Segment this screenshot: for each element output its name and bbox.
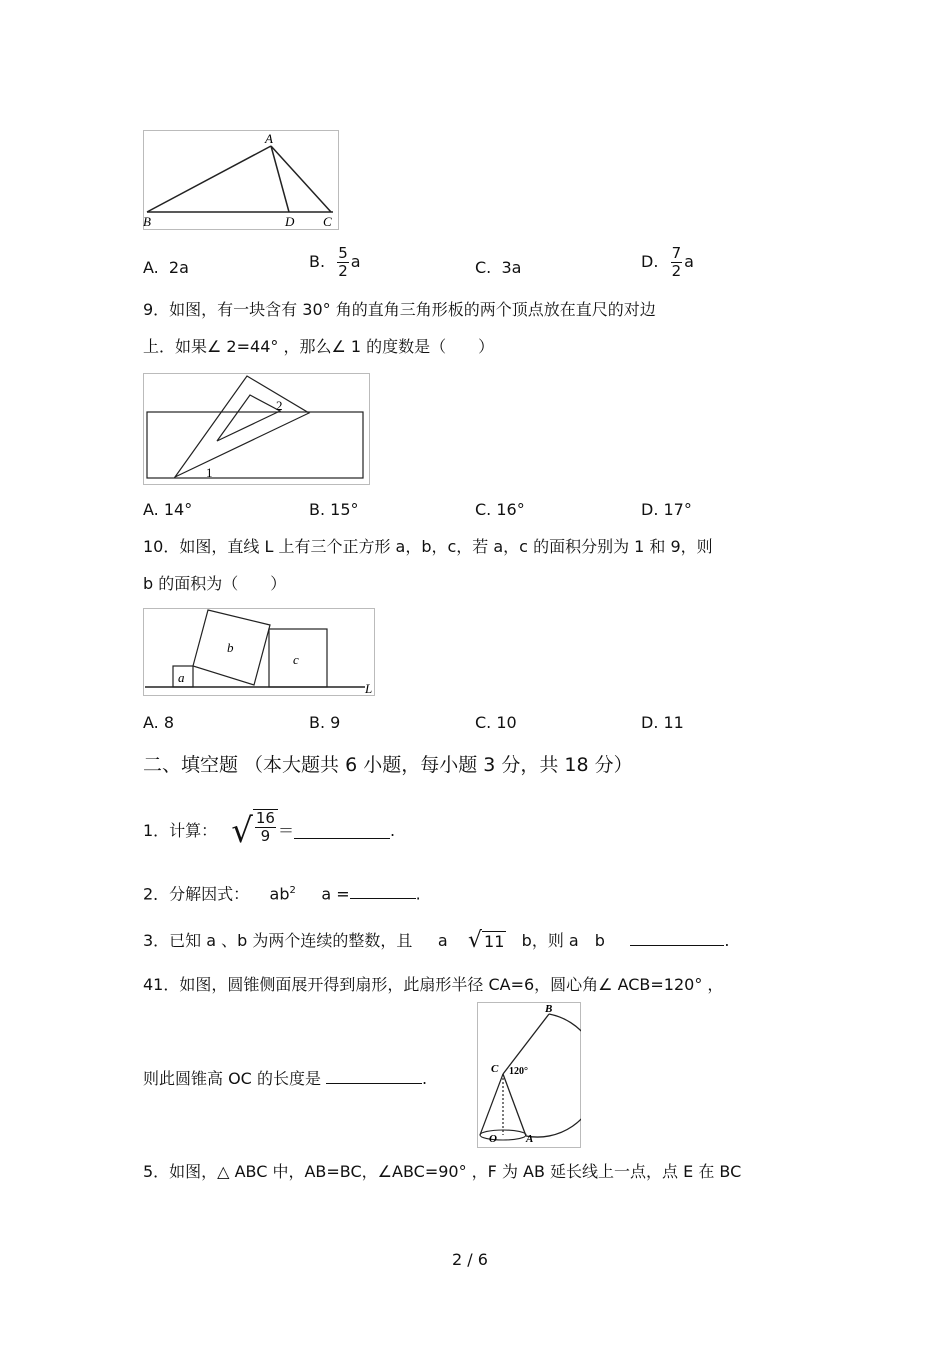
q8-label-c: C [323, 214, 332, 229]
fill-4-figure-border [478, 1003, 581, 1148]
q8-label-d: D [285, 214, 295, 229]
fill-1-prefix: 1．计算： [143, 821, 218, 840]
fill-1-end: . [389, 821, 396, 840]
fill-3-end: . [724, 931, 730, 950]
q10-label-c: c [293, 652, 299, 667]
fill-2 [143, 881, 421, 904]
q8-option-b-num: 5 [338, 244, 348, 262]
fill-5-line-1: 5．如图，△ ABC 中，AB=BC，∠ABC=90° ，F 为 AB 延长线上一点，点 E 在 BC [143, 1162, 742, 1181]
q8-option-b-fraction [337, 245, 349, 280]
q9-triangle-inner [217, 395, 280, 441]
q9-option-c: C. 16° [475, 500, 525, 519]
fill-1-eq: ＝ [277, 821, 294, 840]
radical-icon: √ [468, 928, 483, 953]
q10-label-a: a [178, 670, 185, 685]
q9-label-1: 1 [206, 465, 213, 480]
fill-1-num: 16 [255, 809, 275, 827]
fill-4-line-1: 41．如图，圆锥侧面展开得到扇形，此扇形半径 CA=6，圆心角∠ ACB=120° ， [143, 975, 724, 994]
q9-ruler [147, 412, 363, 478]
fill-3-sqrt [468, 928, 506, 953]
q10-option-a: A. 8 [143, 713, 175, 732]
q9-option-d: D. 17° [641, 500, 692, 519]
q9-figure-border [144, 374, 370, 485]
fill-2-rest: a = [321, 884, 350, 904]
q8-option-c [475, 258, 521, 278]
fill-3-prefix: 3．已知 a 、b 为两个连续的整数，且 [143, 931, 413, 950]
fill-4-line-2-text: 则此圆锥高 OC 的长度是 [143, 1069, 321, 1088]
fill-1-sqrt [231, 809, 278, 853]
fill-4-label-o: O [489, 1133, 497, 1145]
fill-4-label-angle: 120° [509, 1066, 528, 1077]
fill-4-label-a: A [526, 1133, 534, 1145]
q10-label-l: L [365, 681, 373, 696]
fill-1-answer-blank[interactable] [294, 824, 390, 839]
fill-2-prefix: 2．分解因式： [143, 884, 250, 904]
q10-line-1: 10．如图，直线 L 上有三个正方形 a，b，c，若 a，c 的面积分别为 1 和 9，则 [143, 537, 713, 556]
page-number: 2 / 6 [452, 1250, 488, 1269]
q10-option-d: D. 11 [641, 713, 684, 732]
q8-option-b-suffix: a [350, 252, 361, 271]
q8-label-b: B [143, 214, 151, 229]
q9-label-2: 2 [276, 398, 283, 413]
fill-4-radius-cb [503, 1014, 549, 1074]
q8-option-d-prefix: D. [641, 252, 659, 271]
q8-option-a [143, 258, 189, 278]
fill-4-answer-blank[interactable] [326, 1069, 422, 1084]
fill-2-answer-blank[interactable] [350, 884, 416, 899]
q8-option-b-prefix: B. [309, 252, 326, 271]
q8-option-b-den: 2 [338, 262, 348, 280]
q8-option-d-den: 2 [671, 262, 682, 280]
fill-3-b: b，则 a b [521, 931, 605, 950]
q10-option-b: B. 9 [309, 713, 341, 732]
q8-option-c-prefix: C. [475, 258, 492, 277]
radical-icon: √ [231, 811, 253, 851]
fill-3-radicand: 11 [484, 932, 505, 951]
fill-1 [143, 808, 395, 854]
fill-1-den: 9 [260, 827, 271, 845]
fill-4-end: . [422, 1069, 428, 1088]
q8-option-a-text: 2a [168, 258, 189, 277]
q8-figure-border [144, 131, 339, 230]
fill-2-expr: ab [269, 884, 290, 904]
q8-option-d-fraction [671, 245, 683, 280]
fill-4-label-c: C [491, 1063, 499, 1075]
fill-3-answer-blank[interactable] [630, 931, 724, 946]
fill-4-figure [477, 1002, 581, 1148]
q8-figure [143, 130, 339, 230]
fill-4-cone-left [480, 1074, 503, 1135]
fill-2-end: . [415, 884, 421, 904]
fill-1-radicand [253, 809, 278, 853]
q9-option-b: B. 15° [309, 500, 359, 519]
fill-4-line-2 [143, 1069, 427, 1089]
q10-option-c: C. 10 [475, 713, 517, 732]
q10-figure [143, 608, 375, 696]
q8-option-c-text: 3a [501, 258, 522, 277]
q10-line-2: b 的面积为（ ） [143, 574, 287, 593]
q9-line-2: 上．如果∠ 2=44° ，那么∠ 1 的度数是（ ） [143, 337, 495, 356]
q9-option-a: A. 14° [143, 500, 193, 519]
section-2-heading: 二、填空题 （本大题共 6 小题，每小题 3 分，共 18 分） [143, 754, 633, 776]
q8-line-ba [147, 146, 271, 212]
fill-3-a: a [437, 931, 448, 950]
fill-4-label-b: B [545, 1003, 553, 1015]
q9-figure [143, 373, 370, 485]
q10-label-b: b [227, 640, 234, 655]
fill-2-exp: 2 [289, 885, 296, 896]
q9-triangle-outer [175, 376, 309, 477]
fill-3 [143, 928, 730, 953]
q8-option-a-prefix: A. [143, 258, 159, 277]
q8-option-d [641, 245, 694, 280]
q8-option-d-num: 7 [671, 244, 682, 262]
q8-option-b [309, 245, 361, 280]
fill-4-radius-ca [503, 1074, 526, 1136]
q9-line-1: 9．如图，有一块含有 30° 角的直角三角形板的两个顶点放在直尺的对边 [143, 300, 656, 319]
q8-label-a: A [265, 131, 273, 146]
q8-option-d-suffix: a [684, 252, 694, 271]
